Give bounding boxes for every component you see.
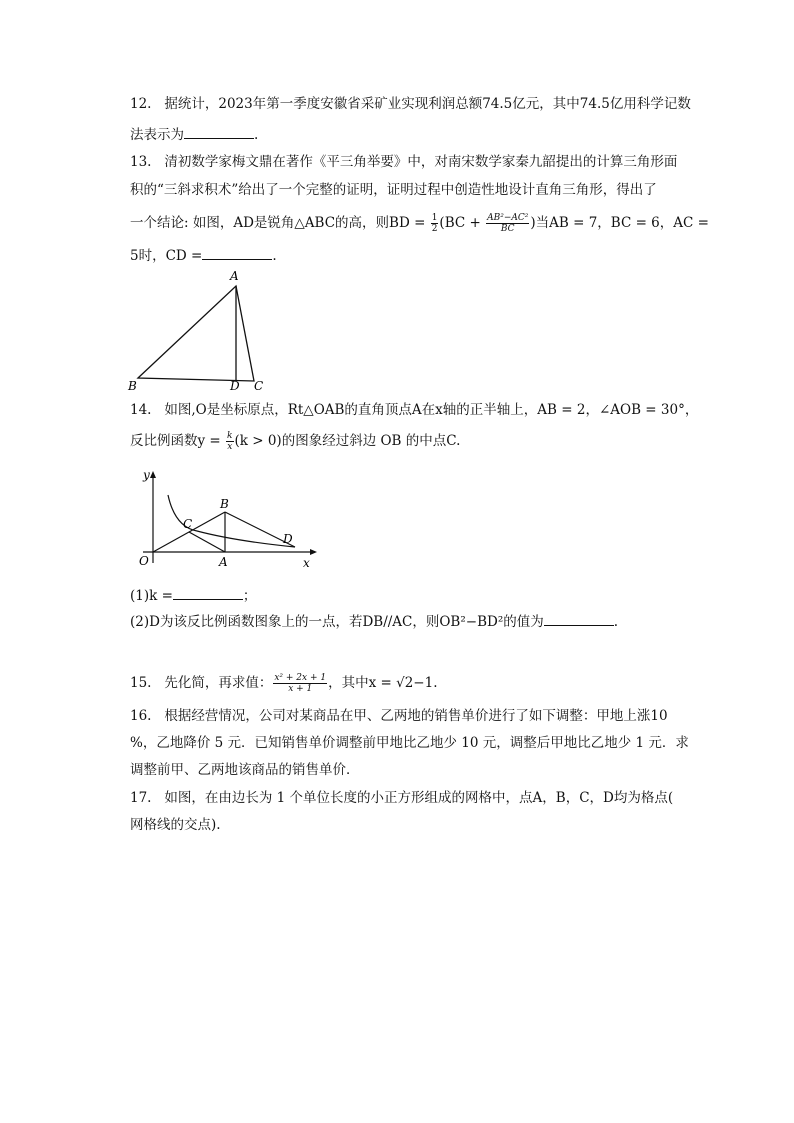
- q14-k-answer-blank[interactable]: [173, 585, 243, 600]
- q14-coordinate-figure: [135, 465, 325, 575]
- q16-line3: 调整前甲、乙两地该商品的销售单价．: [130, 762, 360, 778]
- q12-answer-blank[interactable]: [184, 124, 254, 139]
- label-b: B: [128, 379, 137, 393]
- q13-half-fraction: $\frac{1}{2}$: [431, 213, 438, 234]
- label-c: C: [183, 517, 193, 531]
- q15-number: 15.: [130, 675, 152, 691]
- x-axis-arrow: [310, 549, 317, 555]
- label-a: A: [219, 555, 228, 569]
- q12-line2: 法表示为 .: [130, 124, 258, 145]
- label-c: C: [254, 379, 264, 393]
- q17-line1: 17. 如图，在由边长为 1 个单位长度的小正方形组成的网格中，点A，B，C，D均为格点(: [130, 790, 674, 806]
- label-x: x: [303, 556, 310, 570]
- q17-number: 17.: [130, 790, 152, 806]
- q14-part2: (2)D为该反比例函数图象上的一点，若DB//AC，则OB²−BD²的值为 .: [130, 611, 618, 632]
- q14-text-line1: 如图,O是坐标原点，Rt△OAB的直角顶点A在x轴的正半轴上，AB = 2，∠AOB = 30°，: [164, 402, 699, 418]
- q16-line2: %，乙地降价 5 元．已知销售单价调整前甲地比乙地少 10 元，调整后甲地比乙地少 1 元．求: [130, 735, 689, 751]
- label-o: O: [139, 554, 149, 568]
- label-d: D: [230, 379, 240, 393]
- q13-text-line3b: )当AB = 7，BC = 6，AC =: [530, 215, 709, 231]
- q13-line1: [130, 152, 677, 172]
- q15-line: 15. 先化简，再求值： $\frac{\text{x² + 2x + 1}}{x + 1}$ ，其中x = √2−1.: [130, 673, 438, 694]
- segment-ac: [189, 532, 225, 552]
- label-a: A: [230, 269, 239, 283]
- q13-line4: 5时，CD = .: [130, 245, 277, 266]
- q14-part1: (1)k = ；: [130, 585, 256, 606]
- q13-triangle-figure: [120, 268, 280, 394]
- q13-number: 13.: [130, 154, 152, 170]
- q14-k-over-x-fraction: $\frac{k}{x}$: [227, 431, 233, 452]
- q15-expression-fraction: $\frac{\text{x² + 2x + 1}}{x + 1}$: [274, 673, 327, 694]
- q13-line2: [130, 180, 657, 200]
- q13-line3: 一个结论: 如图，AD是锐角△ABC的高，则BD = $\frac{1}{2}$ (BC + $\frac{\text{AB²−AC²}}{BC}$ )当AB = 7，BC = 6，AC =: [130, 213, 709, 234]
- q13-text-line2: 积的“三斜求积术”给出了一个完整的证明，证明过程中创造性地设计直角三角形，得出了: [130, 182, 657, 198]
- q17-line2: 网格线的交点).: [130, 817, 221, 833]
- q16-number: 16.: [130, 708, 152, 724]
- q13-text-line1: 清初数学家梅文鼎在著作《平三角举要》中，对南宋数学家秦九韶提出的计算三角形面: [164, 154, 678, 170]
- q13-answer-blank[interactable]: [202, 245, 272, 260]
- q13-text-line3a: 一个结论: 如图，AD是锐角△ABC的高，则BD =: [130, 215, 430, 231]
- q13-text-line4: 5时，CD =: [130, 248, 203, 264]
- q14-line1: [130, 400, 698, 420]
- q12-line1: [130, 94, 691, 114]
- q12-text-line1: 据统计，2023年第一季度安徽省采矿业实现利润总额74.5亿元，其中74.5亿用科学记数: [164, 96, 691, 112]
- y-axis-arrow: [150, 471, 156, 478]
- q14-ob-bd-answer-blank[interactable]: [544, 611, 614, 626]
- q12-number: 12.: [130, 96, 152, 112]
- q13-ab-ac-fraction: $\frac{\text{AB²−AC²}}{BC}$: [487, 213, 529, 234]
- q12-text-line2: 法表示为: [130, 127, 184, 143]
- label-d: D: [283, 532, 293, 546]
- q16-line1: 16. 根据经营情况，公司对某商品在甲、乙两地的销售单价进行了如下调整：甲地上涨10: [130, 708, 668, 724]
- q14-line2: 反比例函数y = $\frac{k}{x}$ (k > 0)的图象经过斜边 OB 的中点C.: [130, 431, 461, 452]
- label-y: y: [143, 468, 150, 482]
- label-b: B: [220, 497, 229, 511]
- q14-number: 14.: [130, 402, 152, 418]
